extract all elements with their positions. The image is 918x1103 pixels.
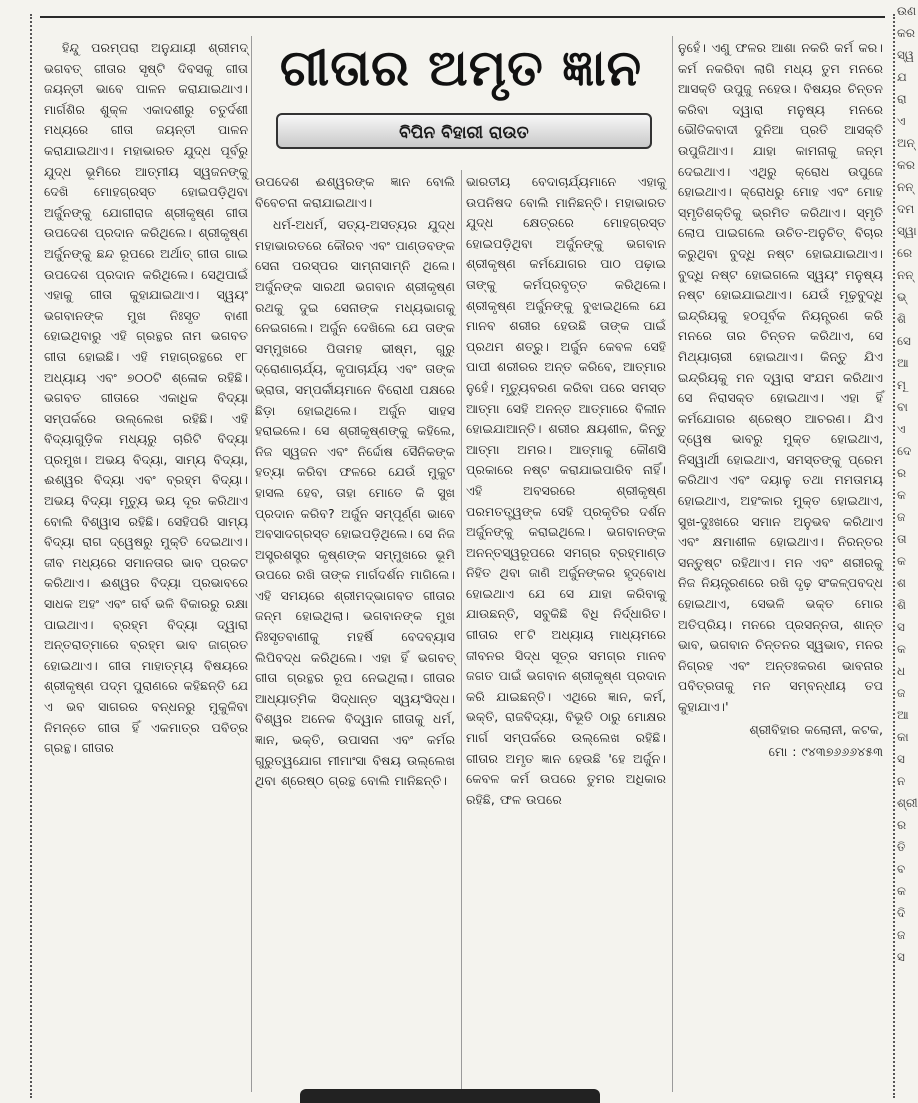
left-dotted-rule (30, 14, 32, 1098)
edge-fragment: ଜ (897, 686, 906, 700)
edge-fragment: ତା (897, 532, 907, 546)
edge-fragment: ସେ (897, 334, 911, 348)
edge-fragment: କ (897, 642, 906, 656)
next-article-bar (300, 1089, 600, 1103)
top-rule (40, 16, 885, 18)
edge-fragment: ଶ୍ରୀ (897, 796, 918, 810)
author-byline: ବିପିନ ବିହାରୀ ରାଉତ (276, 113, 652, 149)
edge-fragment: ଆ (897, 356, 909, 370)
edge-fragment: ଉଣ (897, 4, 917, 18)
edge-fragment: ଯ (897, 70, 907, 84)
edge-fragment: ଜ (897, 928, 906, 942)
edge-fragment: ଭ୍ (897, 290, 907, 304)
edge-fragment: ର (897, 466, 907, 480)
edge-fragment: ଏ (897, 114, 906, 128)
paragraph: ହିନ୍ଦୁ ପରମ୍ପରା ଅନୁଯାୟୀ ଶ୍ରୀମଦ୍ ଭଗବତ୍ ଗୀତାର ସୃଷ୍ଟି ଦିବସକୁ ଗୀତା ଜୟନ୍ତୀ ଭାବେ ପାଳନ କରାଯାଇଥାଏ। ମାର୍ଗଶିର ଶୁକ୍ଳ ଏକାଦଶୀରୁ ଚତୁର୍ଦଶୀ ମଧ୍ୟରେ ଗୀତା ଜୟନ୍ତୀ ପାଳନ କରାଯାଇଥାଏ। ମହାଭାରତ ଯୁଦ୍ଧ ପୂର୍ବରୁ ଯୁଦ୍ଧ ଭୂମିରେ ଆତ୍ମୀୟ ସ୍ୱଜନଙ୍କୁ ଦେଖି ମୋହଗ୍ରସ୍ତ ହୋଇପଡ଼ିଥିବା ଅର୍ଜୁନଙ୍କୁ ଯୋଗୀରାଜ ଶ୍ରୀକୃଷ୍ଣ ଗୀତା ଉପଦେଶ ପ୍ରଦାନ କରିଥିଲେ। ଶ୍ରୀକୃଷ୍ଣ ଅର୍ଜୁନଙ୍କୁ ଛନ୍ଦ ରୂପରେ ଅର୍ଥାତ୍ ଗୀତା ଗାଇ ଉପଦେଶ ପ୍ରଦାନ କରିଥିଲେ। ସେଥିପାଇଁ ଏହାକୁ ଗୀତା କୁହାଯାଇଥାଏ। ସ୍ୱୟଂ ଭଗବାନଙ୍କ ମୁଖ ନିଃସୃତ ବାଣୀ ହୋଇଥିବାରୁ ଏହି ଗ୍ରନ୍ଥର ନାମ ଭଗବତ ଗୀତା ହୋଇଛି। ଏହି ମହାଗ୍ରନ୍ଥରେ ୧୮ ଅଧ୍ୟାୟ ଏବଂ ୭୦୦ଟି ଶ୍ଳୋକ ରହିଛି। ଭଗବତ ଗୀତାରେ ଏକାଧିକ ବିଦ୍ୟା ସମ୍ପର୍କରେ ଉଲ୍ଲେଖ ରହିଛି। ଏହି ବିଦ୍ୟାଗୁଡ଼ିକ ମଧ୍ୟରୁ ଚାରିଟି ବିଦ୍ୟା ପ୍ରମୁଖ। ଅଭୟ ବିଦ୍ୟା, ସାମ୍ୟ ବିଦ୍ୟା, ଈଶ୍ୱର ବିଦ୍ୟା ଏବଂ ବ୍ରହ୍ମ ବିଦ୍ୟା। ଅଭୟ ବିଦ୍ୟା ମୃତ୍ୟୁ ଭୟ ଦୂର କରିଥାଏ ବୋଲି ବିଶ୍ୱାସ ରହିଛି। ସେହିପରି ସାମ୍ୟ ବିଦ୍ୟା ରାଗ ଦ୍ୱେଷରୁ ମୁକ୍ତି ଦେଇଥାଏ। ଜୀବ ମଧ୍ୟରେ ସମାନତାର ଭାବ ପ୍ରକଟ କରିଥାଏ। ଈଶ୍ୱର ବିଦ୍ୟା ପ୍ରଭାବରେ ସାଧକ ଅହଂ ଏବଂ ଗର୍ବ ଭଳି ବିକାରରୁ ରକ୍ଷା ପାଇଥାଏ। ବ୍ରହ୍ମ ବିଦ୍ୟା ଦ୍ୱାରା ଅନ୍ତରାତ୍ମାରେ ବ୍ରହ୍ମ ଭାବ ଜାଗ୍ରତ ହୋଇଥାଏ। ଗୀତା ମାହାତ୍ମ୍ୟ ବିଷୟରେ ଶ୍ରୀକୃଷ୍ଣ ପଦ୍ମ ପୁରାଣରେ କହିଛନ୍ତି ଯେ ଏ ଭବ ସାଗରର ବନ୍ଧନରୁ ମୁକୁଳିବା ନିମନ୍ତେ ଗୀତା ହିଁ ଏକମାତ୍ର ପବିତ୍ର ଗ୍ରନ୍ଥ। ଗୀତାର (44, 40, 248, 756)
paragraph: ନୁହେଁ। ଏଣୁ ଫଳର ଆଶା ନକରି କର୍ମ କର। କର୍ମ ନକରିବା ଲାଗି ମଧ୍ୟ ତୁମ ମନରେ ଆସକ୍ତି ଉପୁଜୁ ନହେଉ। ବିଷୟର ଚିନ୍ତନ କରିବା ଦ୍ୱାରା ମନୁଷ୍ୟ ମନରେ ଭୌତିକବାଦୀ ଦୁନିଆ ପ୍ରତି ଆସକ୍ତି ଉପୁଜିଥାଏ। ଯାହା କାମନାକୁ ଜନ୍ମ ଦେଇଥାଏ। ଏଥିରୁ କ୍ରୋଧ ଉପୁଜେ ହୋଇଥାଏ। କ୍ରୋଧରୁ ମୋହ ଏବଂ ମୋହ ସ୍ମୃତିଶକ୍ତିକୁ ଭ୍ରମିତ କରିଥାଏ। ସ୍ମୃତି ଲୋପ ପାଇଗଲେ ଉଚିତ-ଅନୁଚିତ୍ ବିଚାର କରୁଥିବା ବୁଦ୍ଧି ନଷ୍ଟ ହୋଇଯାଇଥାଏ। ବୁଦ୍ଧି ନଷ୍ଟ ହୋଇଗଲେ ସ୍ୱୟଂ ମନୁଷ୍ୟ ନଷ୍ଟ ହୋଇଯାଇଥାଏ। ଯେଉଁ ମୂଢ଼ବୁଦ୍ଧି ଇନ୍ଦ୍ରିୟକୁ ହଠପୂର୍ବକ ନିୟନ୍ତ୍ରଣ କରି ମନରେ ତାର ଚିନ୍ତନ କରିଥାଏ, ସେ ମିଥ୍ୟାଚାରୀ ହୋଇଥାଏ। କିନ୍ତୁ ଯିଏ ଇନ୍ଦ୍ରିୟକୁ ମନ ଦ୍ୱାରା ସଂଯମ କରିଥାଏ ସେ ନିରାସକ୍ତ ହୋଇଥାଏ। ଏହା ହିଁ କର୍ମଯୋଗର ଶ୍ରେଷ୍ଠ ଆଚରଣ। ଯିଏ ଦ୍ୱେଷ ଭାବରୁ ମୁକ୍ତ ହୋଇଥାଏ, ନିସ୍ୱାର୍ଥୀ ହୋଇଥାଏ, ସମସ୍ତଙ୍କୁ ପ୍ରେମ କରିଥାଏ ଏବଂ ଦୟାଳୁ ତଥା ମମତାମୟ ହୋଇଥାଏ, ଅହଂକାର ମୁକ୍ତ ହୋଇଥାଏ, ସୁଖ-ଦୁଃଖରେ ସମାନ ଅନୁଭବ କରିଥାଏ ଏବଂ କ୍ଷମାଶୀଳ ହୋଇଥାଏ। ନିରନ୍ତର ସନ୍ତୁଷ୍ଟ ରହିଥାଏ। ମନ ଏବଂ ଶରୀରକୁ ନିଜ ନିୟନ୍ତ୍ରଣରେ ରଖି ଦୃଢ଼ ସଂକଳ୍ପବଦ୍ଧ ହୋଇଥାଏ, ସେଭଳି ଭକ୍ତ ମୋର ଅତିପ୍ରିୟ। ମନରେ ପ୍ରସନ୍ନତା, ଶାନ୍ତ ଭାବ, ଭଗବାନ ଚିନ୍ତନର ସ୍ୱଭାବ, ମନର ନିଗ୍ରହ ଏବଂ ଅନ୍ତଃକରଣ ଭାବନାର ପବିତ୍ରତାକୁ ମନ ସମ୍ବନ୍ଧୀୟ ତପ କୁହାଯାଏ।' (678, 40, 883, 714)
edge-fragment: ଶି (897, 598, 906, 612)
author-phone: ମୋ : ୯୪୩୭୬୬୬୪୫୩ (768, 744, 883, 760)
paragraph: ଭାରତୀୟ ବେଦାଚାର୍ଯ୍ୟମାନେ ଏହାକୁ ଉପନିଷଦ ବୋଲି ମାନିଛନ୍ତି। ମହାଭାରତ ଯୁଦ୍ଧ କ୍ଷେତ୍ରରେ ମୋହଗ୍ରସ୍ତ ହୋଇପଡ଼ିଥିବା ଅର୍ଜୁନଙ୍କୁ ଭଗବାନ ଶ୍ରୀକୃଷ୍ଣ କର୍ମଯୋଗର ପାଠ ପଢ଼ାଇ ତାଙ୍କୁ କର୍ମପ୍ରବୃତ୍ତ କରିଥିଲେ। ଶ୍ରୀକୃଷ୍ଣ ଅର୍ଜୁନଙ୍କୁ ବୁଝାଇଥିଲେ ଯେ ମାନବ ଶରୀର ହେଉଛି ତାଙ୍କ ପାଇଁ ପ୍ରଥମ ଶତ୍ରୁ। ଅର୍ଜୁନ କେବଳ ସେହି ପାପୀ ଶରୀରର ଅନ୍ତ କରିବେ, ଆତ୍ମାର ନୁହେଁ। ମୃତ୍ୟୁବରଣ କରିବା ପରେ ସମସ୍ତ ଆତ୍ମା ସେହି ଅନନ୍ତ ଆତ୍ମାରେ ବିଲୀନ ହୋଇଯାଆନ୍ତି। ଶରୀର କ୍ଷୟଶୀଳ, କିନ୍ତୁ ଆତ୍ମା ଅମର। ଆତ୍ମାକୁ କୌଣସି ପ୍ରକାରେ ନଷ୍ଟ କରାଯାଇପାରିବ ନାହିଁ। ଏହି ଅବସରରେ ଶ୍ରୀକୃଷ୍ଣ ପରମତତ୍ତ୍ୱଙ୍କ ସେହି ପ୍ରକୃତିର ଦର୍ଶନ ଅର୍ଜୁନଙ୍କୁ କରାଇଥିଲେ। ଭଗବାନଙ୍କ ଅନନ୍ତସ୍ୱରୂପରେ ସମଗ୍ର ବ୍ରହ୍ମାଣ୍ଡ ନିହିତ ଥିବା ଜାଣି ଅର୍ଜୁନଙ୍କର ହୃଦ୍‌ବୋଧ ହୋଇଥାଏ ଯେ ସେ ଯାହା କରିବାକୁ ଯାଉଛନ୍ତି, ସବୁକିଛି ବିଧି ନିର୍ଦ୍ଧାରିତ। ଗୀତାର ୧୮ଟି ଅଧ୍ୟାୟ ମାଧ୍ୟମରେ ଜୀବନର ସିଦ୍ଧ ସୂତ୍ର ସମଗ୍ର ମାନବ ଜଗତ ପାଇଁ ଭଗବାନ ଶ୍ରୀକୃଷ୍ଣ ପ୍ରଦାନ କରି ଯାଇଛନ୍ତି। ଏଥିରେ ଜ୍ଞାନ, କର୍ମ, ଭକ୍ତି, ରାଜବିଦ୍ୟା, ବିଭୂତି ଠାରୁ ମୋକ୍ଷର ମାର୍ଗ ସମ୍ପର୍କରେ ଉଲ୍ଲେଖ ରହିଛି। ଗୀତାର ଅମୃତ ଜ୍ଞାନ ହେଉଛି 'ହେ ଅର୍ଜୁନ। କେବଳ କର୍ମ ଉପରେ ତୁମର ଅଧିକାର ରହିଛି, ଫଳ ଉପରେ (466, 174, 666, 807)
edge-fragment: ବ (897, 862, 906, 876)
edge-fragment: ଏ (897, 422, 906, 436)
edge-fragment: କ (897, 884, 906, 898)
article-column-2 (255, 172, 455, 794)
edge-fragment: ତି (897, 840, 906, 854)
edge-fragment: ଦି (897, 906, 906, 920)
edge-fragment: ଜ (897, 510, 906, 524)
edge-fragment: କା (897, 730, 909, 744)
edge-fragment: ଧ (897, 664, 906, 678)
edge-fragment: ନ (897, 774, 906, 788)
edge-fragment: ସ (897, 620, 905, 634)
edge-fragment: ଦେ (897, 444, 912, 458)
edge-fragment: ନନ୍ (897, 180, 914, 194)
edge-fragment: ଅନ୍ (897, 136, 915, 150)
column-separator (672, 36, 673, 1092)
edge-fragment: ମୂ (897, 378, 906, 392)
edge-fragment: ସ୍ୱ (897, 48, 914, 62)
adjacent-column-fragment (897, 0, 918, 1098)
column-separator (251, 36, 252, 1092)
edge-fragment: ନନ୍ (897, 268, 914, 282)
edge-fragment: କ (897, 488, 906, 502)
article-column-4 (678, 38, 883, 765)
article-column-1 (44, 38, 248, 761)
column-separator (461, 170, 462, 1092)
right-dotted-rule (893, 14, 895, 1098)
edge-fragment: କ (897, 554, 906, 568)
edge-fragment: ରେ (897, 246, 913, 260)
edge-fragment: ବା (897, 400, 908, 414)
paragraph: ଧର୍ମ-ଅଧର୍ମ, ସତ୍ୟ-ଅସତ୍ୟର ଯୁଦ୍ଧ ମହାଭାରତରେ କୌରବ ଏବଂ ପାଣ୍ଡବଙ୍କ ସେନା ପରସ୍ପର ସାମ୍ନାସାମ୍ନି ଥିଲେ। ଅର୍ଜୁନଙ୍କ ସାରଥୀ ଭଗବାନ ଶ୍ରୀକୃଷ୍ଣ ରଥକୁ ଦୁଇ ସେନାଙ୍କ ମଧ୍ୟଭାଗକୁ ନେଇଗଲେ। ଅର୍ଜୁନ ଦେଖିଲେ ଯେ ତାଙ୍କ ସମ୍ମୁଖରେ ପିତାମହ ଭୀଷ୍ମ, ଗୁରୁ ଦ୍ରୋଣାଚାର୍ଯ୍ୟ, କୃପାଚାର୍ଯ୍ୟ ଏବଂ ତାଙ୍କ ଭ୍ରାତା, ସମ୍ପର୍କୀୟମାନେ ବିରୋଧୀ ପକ୍ଷରେ ଛିଡ଼ା ହୋଇଥିଲେ। ଅର୍ଜୁନ ସାହସ ହରାଇଲେ। ସେ ଶ୍ରୀକୃଷ୍ଣଙ୍କୁ କହିଲେ, ନିଜ ସ୍ୱଜନ ଏବଂ ନିର୍ଦ୍ଦୋଷ ସୈନିକଙ୍କ ହତ୍ୟା କରିବା ଫଳରେ ଯେଉଁ ମୁକୁଟ ହାସଲ ହେବ, ତାହା ମୋତେ କି ସୁଖ ପ୍ରଦାନ କରିବ? ଅର୍ଜୁନ ସମ୍ପୂର୍ଣ୍ଣ ଭାବେ ଅବସାଦଗ୍ରସ୍ତ ହୋଇପଡ଼ିଥିଲେ। ସେ ନିଜ ଅସ୍ତ୍ରଶସ୍ତ୍ର କୃଷ୍ଣଙ୍କ ସମ୍ମୁଖରେ ଭୂମି ଉପରେ ରଖି ତାଙ୍କ ମାର୍ଗଦର୍ଶନ ମାଗିଲେ। ଏହି ସମୟରେ ଶ୍ରୀମଦ୍‌ଭାଗବତ ଗୀତାର ଜନ୍ମ ହୋଇଥିଲା। ଭଗବାନଙ୍କ ମୁଖ ନିଃସୃତବାଣୀକୁ ମହର୍ଷି ବେଦବ୍ୟାସ ଲିପିବଦ୍ଧ କରିଥିଲେ। ଏହା ହିଁ ଭଗବତ୍ ଗୀତା ଗ୍ରନ୍ଥର ରୂପ ନେଇଥିଲା। ଗୀତାର ଆଧ୍ୟାତ୍ମିକ ସିଦ୍ଧାନ୍ତ ସ୍ୱୟଂସିଦ୍ଧ। ବିଶ୍ୱର ଅନେକ ବିଦ୍ୱାନ ଗୀତାକୁ ଧର୍ମ, ଜ୍ଞାନ, ଭକ୍ତି, ଉପାସନା ଏବଂ କର୍ମର ଗୁରୁତ୍ୱଯୋଗ ମୀମାଂସା ବିଷୟ ଉଲ୍ଲେଖ ଥିବା ଶ୍ରେଷ୍ଠ ଗ୍ରନ୍ଥ ବୋଲି ମାନିଛନ୍ତି। (255, 217, 455, 789)
edge-fragment: କର (897, 158, 915, 172)
edge-fragment: ସ (897, 950, 905, 964)
edge-fragment: ଆ (897, 708, 909, 722)
edge-fragment: ସ (897, 752, 905, 766)
paragraph: ଉପଦେଶ ଈଶ୍ୱରଙ୍କ ଜ୍ଞାନ ବୋଲି ବିବେଚନା କରାଯାଇଥାଏ। (255, 174, 455, 210)
article-column-3 (466, 172, 666, 812)
edge-fragment: ଶ (897, 576, 906, 590)
edge-fragment: ସ୍ୱା (897, 224, 917, 238)
edge-fragment: ର (897, 818, 907, 832)
edge-fragment: କର (897, 26, 915, 40)
edge-fragment: ଦମ (897, 202, 915, 216)
edge-fragment: ରା (897, 92, 907, 106)
edge-fragment: ଶି (897, 312, 906, 326)
author-address: ଶ୍ରୀବିହାର କଲୋନୀ, କଟକ, (749, 721, 883, 737)
article-headline: ଗୀତାର ଅମୃତ ଜ୍ଞାନ (279, 38, 643, 97)
